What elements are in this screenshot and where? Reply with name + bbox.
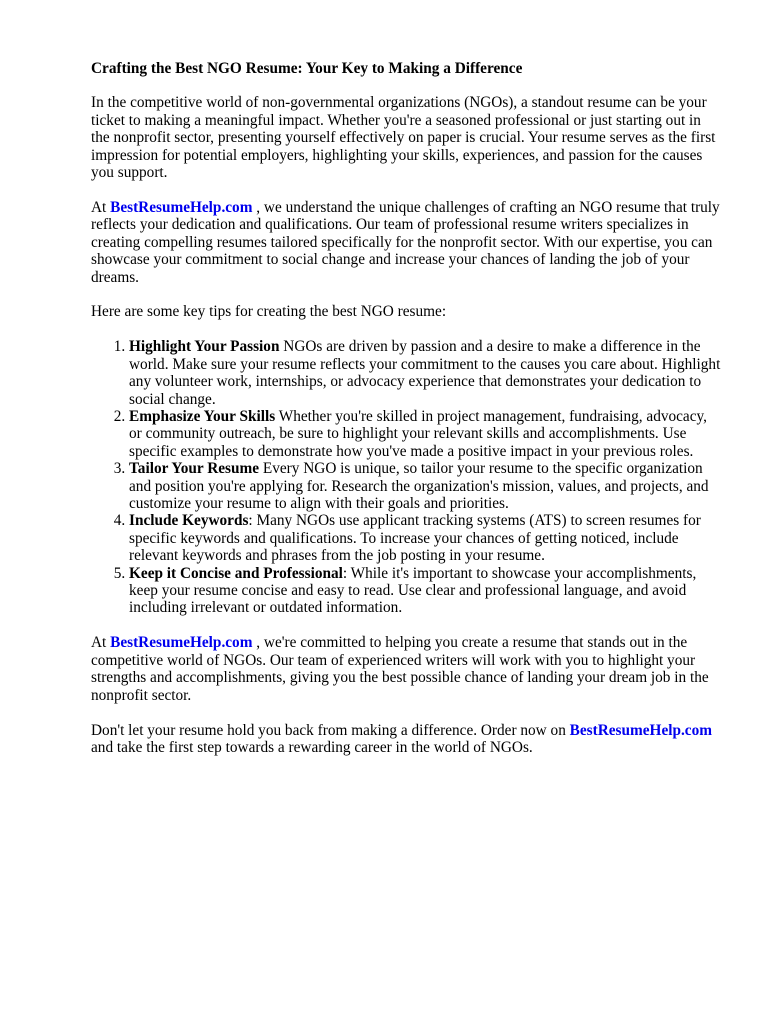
tip-item [129,460,722,512]
tip-heading: Keep it Concise and Professional [129,564,343,582]
tip-item [129,338,722,408]
call-to-action-paragraph [91,722,722,757]
tip-heading: Emphasize Your Skills [129,408,276,425]
tip-text: : While it's important to showcase your accomplishments, keep your resume concise and easy to read. Use clear and professional language, and avoid including irrelevant or outdated information. [129,564,697,617]
cta-prefix: Don't let your resume hold you back from making a difference. Order now on [91,721,570,739]
tips-list [91,338,722,617]
document-title: Crafting the Best NGO Resume: Your Key to Making a Difference [91,60,523,77]
bestresumehelp-link-1[interactable]: BestResumeHelp.com [110,198,253,216]
bestresumehelp-link-3[interactable]: BestResumeHelp.com [569,721,712,739]
tip-item [129,512,722,564]
tip-text: : Many NGOs use applicant tracking systems (ATS) to screen resumes for specific keywords and qualifications. To increase your chances of getting noticed, include relevant keywords and phrases from the job posting in your resume. [129,512,701,565]
services-prefix: At [91,198,111,216]
services-paragraph [91,199,722,286]
tip-item [129,565,722,617]
commitment-text: , we're committed to helping you create a resume that stands out in the competitive world of NGOs. Our team of experienced writers will work with you to highlight your strengths and accomplishments, giving you the best possible chance of landing your dream job in the nonprofit sector. [91,634,709,704]
tip-text: Every NGO is unique, so tailor your resume to the specific organization and position you're applying for. Research the organization's mission, values, and projects, and customize your resume to align with their goals and priorities. [129,460,709,513]
commitment-paragraph [91,634,722,704]
tip-heading: Tailor Your Resume [129,460,260,478]
tips-intro: Here are some key tips for creating the best NGO resume: [91,303,447,321]
tip-heading: Highlight Your Passion [129,338,280,356]
bestresumehelp-link-2[interactable]: BestResumeHelp.com [110,634,253,652]
services-text: , we understand the unique challenges of crafting an NGO resume that truly reflects your dedication and qualifications. Our team of professional resume writers specializes in creating compelling resumes tailored specifically for the nonprofit sector. With our expertise, you can showcase your commitment to social change and increase your chances of landing the job of your dreams. [91,198,720,286]
tip-text: NGOs are driven by passion and a desire to make a difference in the world. Make sure your resume reflects your commitment to the causes you care about. Highlight any volunteer work, internships, or advocacy experience that demonstrates your dedication to social change. [129,338,721,408]
tip-heading: Include Keywords [129,512,249,530]
intro-paragraph: In the competitive world of non-governmental organizations (NGOs), a standout resume can be your ticket to making a meaningful impact. Whether you're a seasoned professional or just starting out in the nonprofit sector, presenting yourself effectively on paper is crucial. Your resume serves as the first impression for potential employers, highlighting your skills, experiences, and passion for the causes you support. [91,94,716,182]
tip-text: Whether you're skilled in project management, fundraising, advocacy, or community outreach, be sure to highlight your relevant skills and accomplishments. Use specific examples to demonstrate how you've made a positive impact in your previous roles. [129,408,707,460]
tip-item [129,408,722,460]
cta-text: and take the first step towards a rewarding career in the world of NGOs. [91,738,533,756]
commitment-prefix: At [91,634,111,652]
